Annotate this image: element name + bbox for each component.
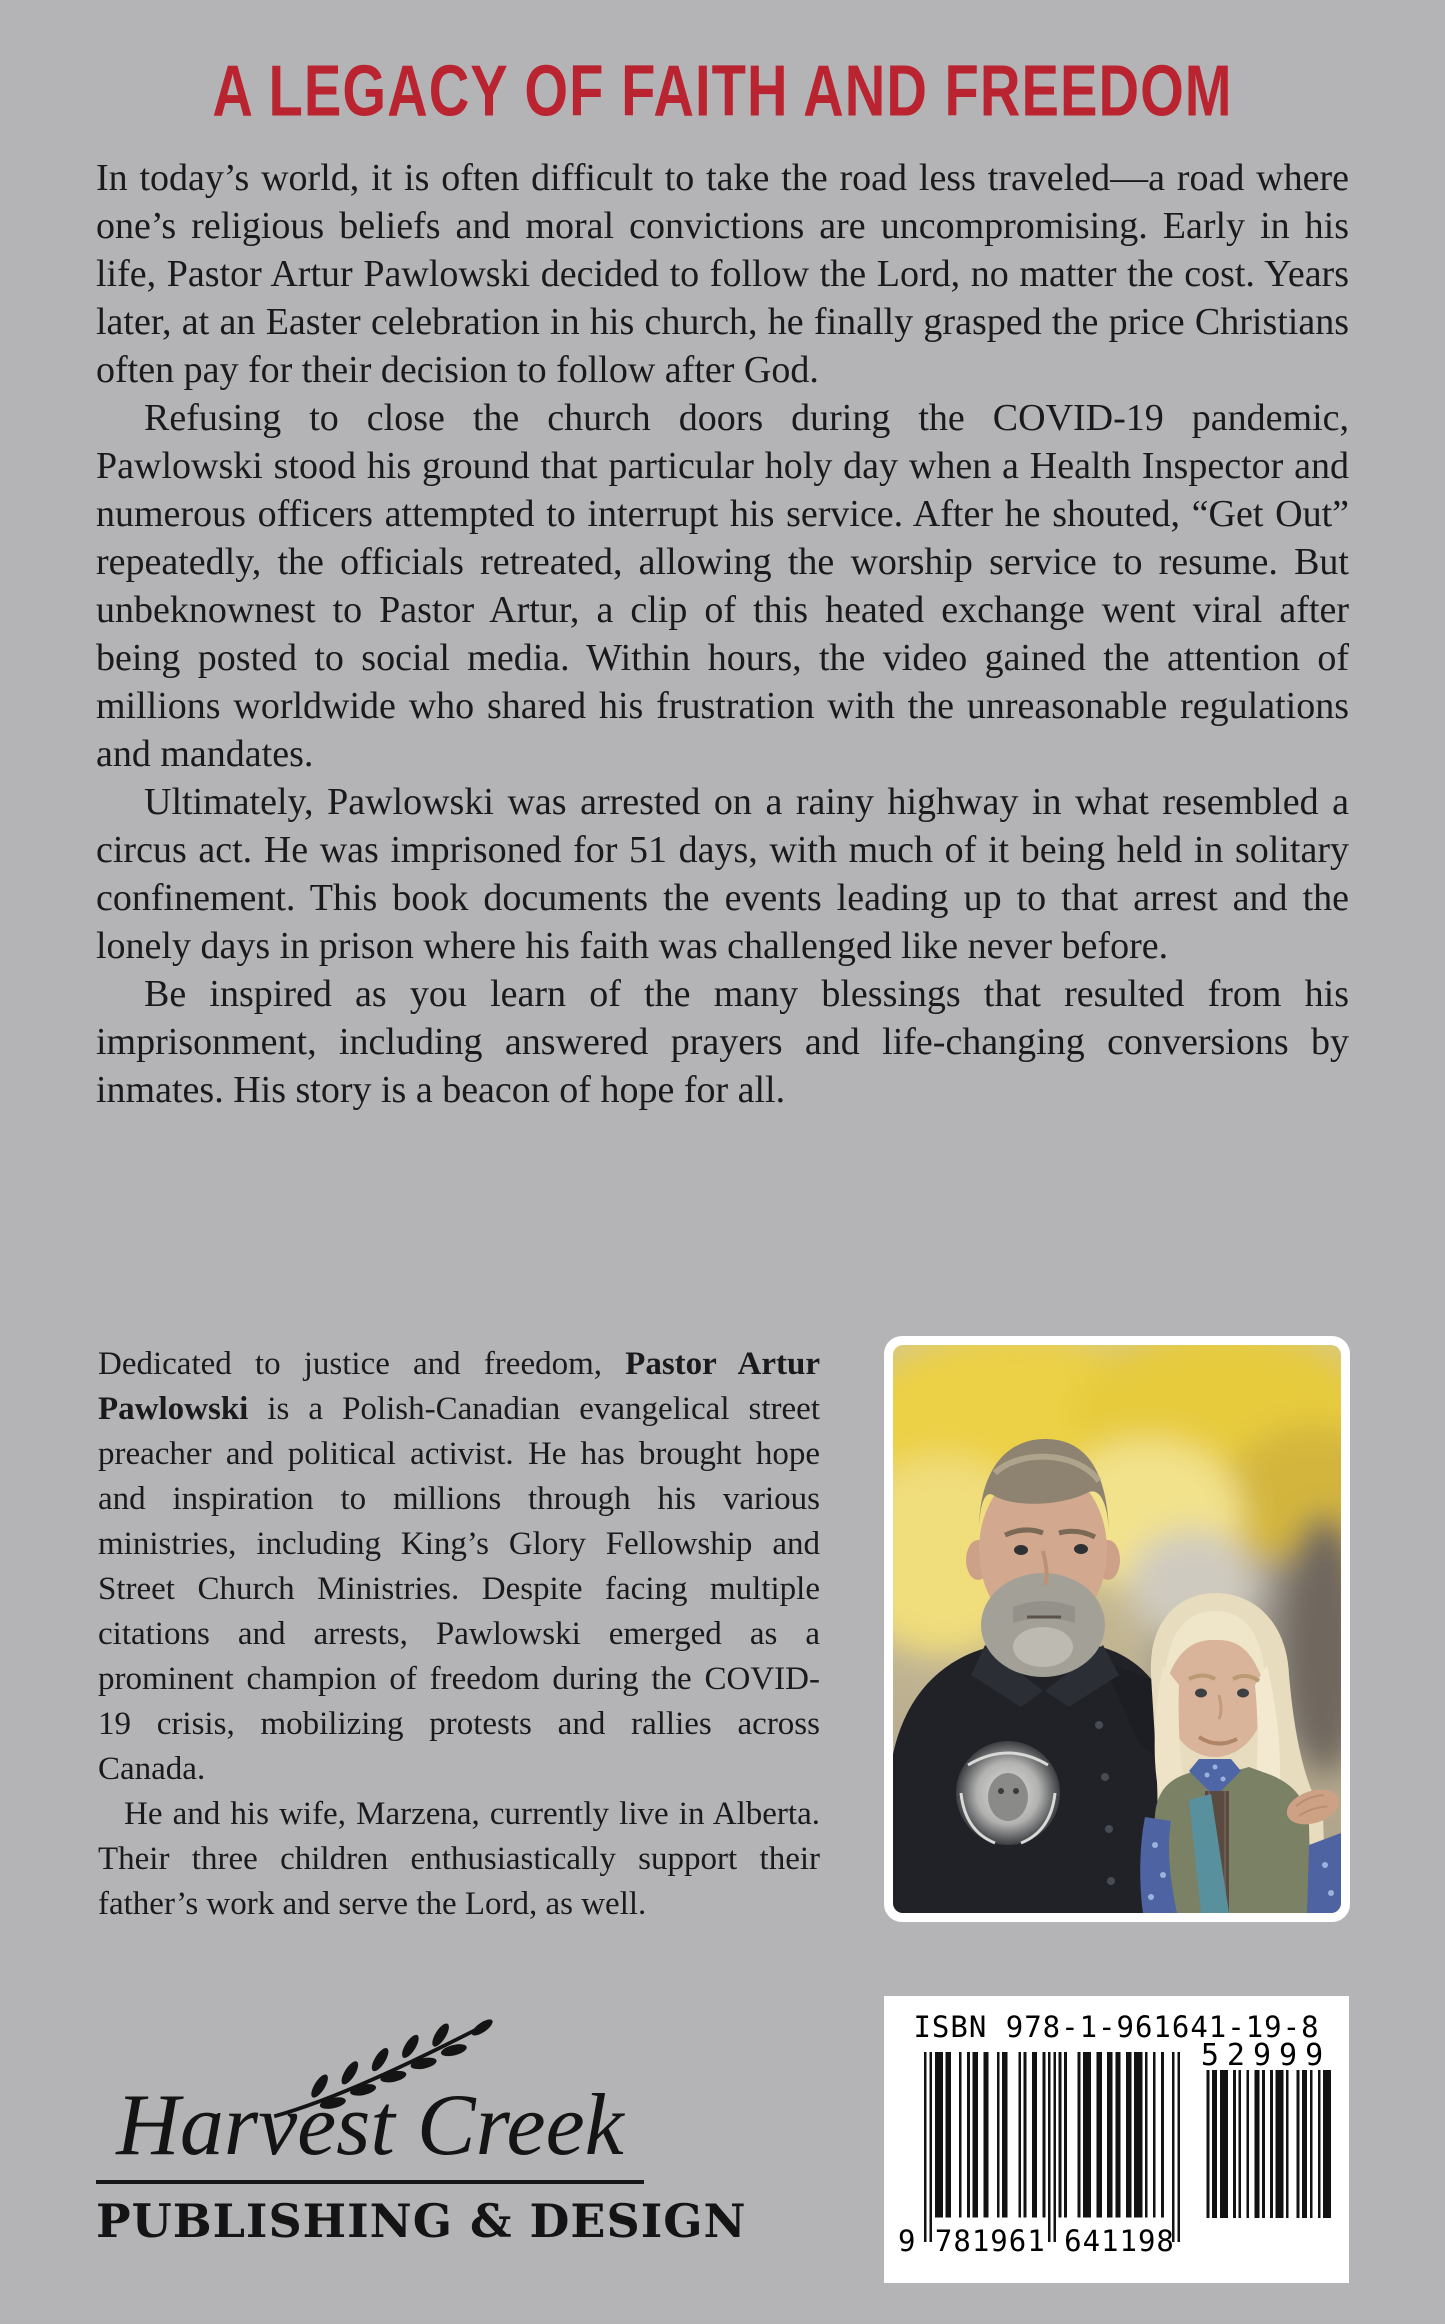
author-bio (98, 1342, 820, 1927)
author-photo (884, 1336, 1350, 1922)
publisher-logo (96, 2022, 747, 2248)
isbn-label: ISBN 978-1-961641-19-8 (913, 2010, 1320, 2044)
logo-divider (96, 2180, 644, 2184)
synopsis-paragraph: Be inspired as you learn of the many blessings that resulted from his imprisonment, including answered prayers and life-changing conversions by inmates. His story is a beacon of hope for all. (96, 973, 1349, 1111)
barcode-panel (884, 1996, 1349, 2283)
ean-digits: 9 781961 641198 (898, 2224, 1175, 2258)
publisher-name: Harvest Creek (116, 2077, 624, 2174)
synopsis-paragraph: Refusing to close the church doors during the COVID-19 pandemic, Pawlowski stood his ground that particular holy day when a Health Inspector and numerous officers attempted to interrupt his service. After he shouted, “Get Out” repeatedly, the officials retreated, allowing the worship service to resume. But unbeknownest to Pastor Artur, a clip of this heated exchange went viral after being posted to social media. Within hours, the video gained the attention of millions worldwide who shared his frustration with the unreasonable regulations and mandates. (96, 397, 1349, 775)
ean-barcode (924, 2052, 1180, 2242)
bio-paragraph: He and his wife, Marzena, currently live in Alberta. Their three children enthusiastically support their father’s work and serve the Lord, as well. (98, 1796, 820, 1922)
author-name: Pastor Artur Pawlowski (98, 1346, 821, 1427)
synopsis (96, 154, 1349, 1114)
page-title (0, 50, 1445, 132)
bio-text: Dedicated to justice and freedom, (98, 1346, 626, 1382)
synopsis-paragraph: In today’s world, it is often difficult to take the road less traveled—a road where one’s religious beliefs and moral convictions are uncompromising. Early in his life, Pastor Artur Pawlowski decided to follow the Lord, no matter the cost. Years later, at an Easter celebration in his church, he finally grasped the price Christians often pay for their decision to follow after God. (96, 157, 1349, 391)
page-title-text: A LEGACY OF FAITH AND FREEDOM (212, 51, 1233, 132)
author-photo-illustration (893, 1345, 1341, 1913)
synopsis-paragraph: Ultimately, Pawlowski was arrested on a rainy highway in what resembled a circus act. He was imprisoned for 51 days, with much of it being held in solitary confinement. This book documents the events leading up to that arrest and the lonely days in prison where his faith was challenged like never before. (96, 781, 1349, 967)
price-supplement-barcode (1204, 2070, 1331, 2218)
publisher-tagline: PUBLISHING & DESIGN (96, 2194, 747, 2248)
price-code: 52999 (1200, 2038, 1332, 2073)
bio-paragraph (98, 1342, 820, 1792)
bio-text: is a Polish-Canadian evangelical street preacher and political activist. He has brought hope and inspiration to millions through his various ministries, including King’s Glory Fellowship and Street Church Ministries. Despite facing multiple citations and arrests, Pawlowski emerged as a prominent champion of freedom during the COVID-19 crisis, mobilizing protests and rallies across Canada. (98, 1391, 820, 1787)
